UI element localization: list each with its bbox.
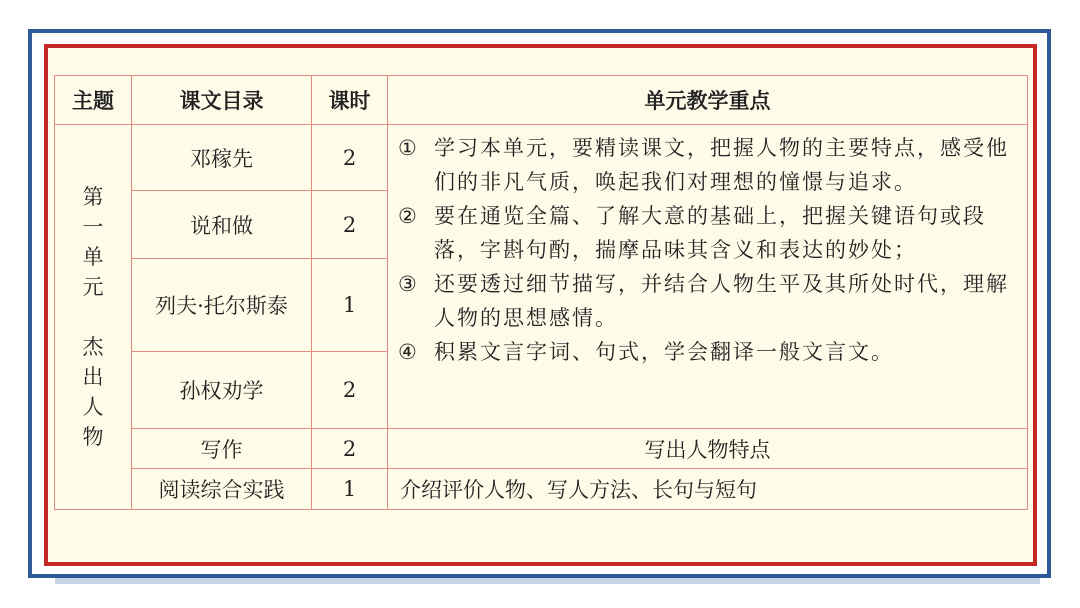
- table-row: [55, 125, 1028, 191]
- header-focus: 单元教学重点: [388, 76, 1028, 125]
- focus-point: ④ 积累文言字词、句式，学会翻译一般文言文。: [398, 340, 894, 364]
- focus-point: ② 要在通览全篇、了解大意的基础上，把握关键语句或段落，字斟句酌，揣摩品味其含义和表达的妙处；: [398, 204, 986, 262]
- lesson-title: 列夫·托尔斯泰: [132, 259, 312, 352]
- focus-point: ① 学习本单元，要精读课文，把握人物的主要特点，感受他们的非凡气质，唤起我们对理想的憧憬与追求。: [398, 136, 1009, 194]
- header-hours: 课时: [312, 76, 388, 125]
- table-row: [55, 429, 1028, 469]
- lesson-hours: 2: [312, 352, 388, 429]
- lesson-title: 邓稼先: [132, 125, 312, 191]
- lesson-hours: 1: [312, 469, 388, 510]
- header-topic: 主题: [55, 76, 132, 125]
- header-lessons: 课文目录: [132, 76, 312, 125]
- bottom-decor-strip: [55, 578, 1040, 584]
- lesson-title: 孙权劝学: [132, 352, 312, 429]
- lesson-title: 写作: [132, 429, 312, 469]
- unit-focus-cell: [388, 125, 1028, 429]
- header-row: [55, 76, 1028, 125]
- lesson-title: 阅读综合实践: [132, 469, 312, 510]
- unit-name: 第 一 单 元: [82, 185, 104, 299]
- unit-plan-table: [54, 75, 1028, 510]
- reading-focus: 介绍评价人物、写人方法、长句与短句: [388, 469, 1028, 510]
- lesson-hours: 2: [312, 429, 388, 469]
- table-row: [55, 469, 1028, 510]
- unit-topic-cell: [55, 125, 132, 510]
- focus-point: ③ 还要透过细节描写，并结合人物生平及其所处时代，理解人物的思想感情。: [398, 272, 1009, 330]
- unit-theme: 杰 出 人 物: [82, 335, 104, 449]
- lesson-hours: 1: [312, 259, 388, 352]
- lesson-hours: 2: [312, 191, 388, 259]
- writing-focus: 写出人物特点: [388, 429, 1028, 469]
- lesson-hours: 2: [312, 125, 388, 191]
- lesson-title: 说和做: [132, 191, 312, 259]
